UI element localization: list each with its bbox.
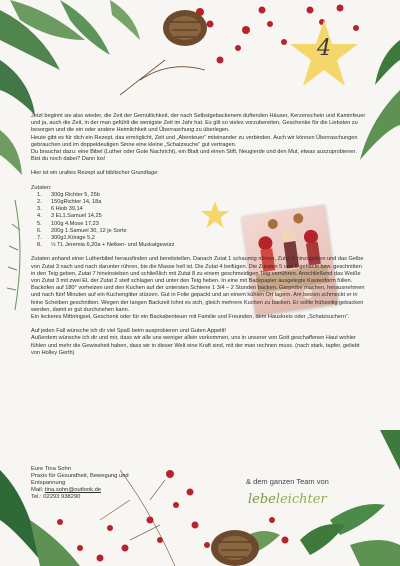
instructions-paragraph: Ein leckeres Mitbringsel, Geschenk oder für ein Backabenteuer mit Familie und Freunden, dem Hauskreis oder „Schatzsuchern“. xyxy=(31,314,350,321)
intro-paragraph: Du brauchst dazu: eine Bibel (Luther oder Gute Nachricht), ein Blatt und einen Stift, Neugierde und den Mut, etwas auszuprobieren. xyxy=(31,149,357,156)
ingredients-title: Zutaten: xyxy=(31,184,52,191)
ingredients-list xyxy=(31,192,367,250)
signature-name: Eure Tina Sohn xyxy=(31,466,71,472)
ingredient-item: 3. 6 Hiob 39,14 xyxy=(37,206,83,213)
signature-mail: Mail: tina.sohn@outlook.de xyxy=(31,487,102,493)
signature-role: Praxis für Gesundheit, Bewegung und xyxy=(31,473,129,479)
letter-body xyxy=(31,113,367,357)
team-text: & dem ganzen Team von xyxy=(246,477,329,486)
signature-role: Entspannung xyxy=(31,480,66,486)
ingredient-item: 7. 300g1.Könige 5,2 xyxy=(37,235,95,242)
lebe-leichter-logo: lebeleichter xyxy=(248,492,327,507)
closing-paragraph: Auf jeden Fall wünsche ich dir viel Spaß beim ausprobieren und Guten Appetit! xyxy=(31,328,226,335)
ingredient-item: 5. 100g 4.Mose 17,23 xyxy=(37,220,99,227)
advent-day-number: 4 xyxy=(317,36,331,61)
recipe-intro: Hier ist ein uraltes Rezept auf biblischer Grundlage: xyxy=(31,170,159,177)
signature-block xyxy=(31,466,129,501)
closing-paragraph: Außerdem wünsche ich dir und mir, dass wir alle uns weniger allein vorkommen, uns in unserer von Gott geschaffenen Haut wohler fühlen und mehr die Gewissheit haben, dass wir in dieser Welt eine Kraft sind, mit der man rechnen muss. (nach stark, tapfer, geliebt von Holley Gerth) xyxy=(31,335,360,356)
instructions-paragraph: Zutaten anhand einer Lutherbibel herausfinden und bereitstellen. Danach Zutat 1 schaumig rühren, Zutat 2 hinzugeben und das Gelbe von Zutat 3 nach und nach darunter rühren, bis die Masse hell ist. Die Zutat 4 beifügen. Die Zutaten 5 und 6 gehackt bzw. geschnitten in den Teig geben, Zutat 7 hineinsieben und schließlich mit Zutat 8 zu einem geschmeidigen Teig verrühren. Anschließend das Weiße von Zutat 3 mit zwei EL der Zutat 2 steif schlagen und unter den Teig heben. In eine mit Backpapier ausgelegte Kastenform füllen. Backofen auf 180° vorheizen und den Kuchen auf der untersten Schiene 1 3/4 – 2 Stunden backen. Garprobe machen, herausnehmen und nach fünf Minuten auf ein Kuchengitter stürzen. Gut in Folie gepackt und an einem kühlen Ort lagern. Am besten schmeckt er in feine Scheiben geschnitten. Wegen der langen Backzeit lohnt es sich, gleich mehrere Kuchen zu backen. Er sollte frühzeitig gebacken werden, damit er gut durchziehen kann. xyxy=(31,256,365,313)
intro-paragraph: Heute gibt es für dich ein Rezept, das ermöglicht, Zeit und „Abenteuer“ miteinander zu verbinden. Auch wir können Überraschungen gebrauchen und im doppeldeutigen Sinne eine kleine „Schatzsuche“ gut vertragen. xyxy=(31,134,358,148)
ingredient-item: 8. ½ TL Jeremia 6,20a + Nelken- und Muskatgewürz xyxy=(37,242,175,249)
signature-phone: Tel.: 02293 938290 xyxy=(31,494,81,500)
ingredient-item: 2. 150gRichter 14, 18a xyxy=(37,199,102,206)
intro-paragraph: Bist du noch dabei? Dann los! xyxy=(31,156,106,163)
ingredient-item: 4. 3 EL1.Samuel 14,25 xyxy=(37,213,102,220)
ingredient-item: 1. 300g Richter 5, 25b xyxy=(37,191,100,198)
ingredient-item: 6. 200g 1.Samuel 30, 12 je Sorte xyxy=(37,227,127,234)
email-link[interactable]: tina.sohn@outlook.de xyxy=(44,487,102,493)
intro-paragraph: Jetzt beginnt sie also wieder, die Zeit der Gemütlichkeit, der nach Selbstgebackenem duftenden Häuser, Kerzenschein und Kaminfeuer und ja, auch die Zeit, in der man gefühlt die wenigste Zeit im Jahr hat. Es gilt so vieles vorzubereiten, Geschenke für die Liebsten zu besorgen und die ein oder andere Heimlichkeit und Überraschung zu überlegen. xyxy=(31,113,366,134)
